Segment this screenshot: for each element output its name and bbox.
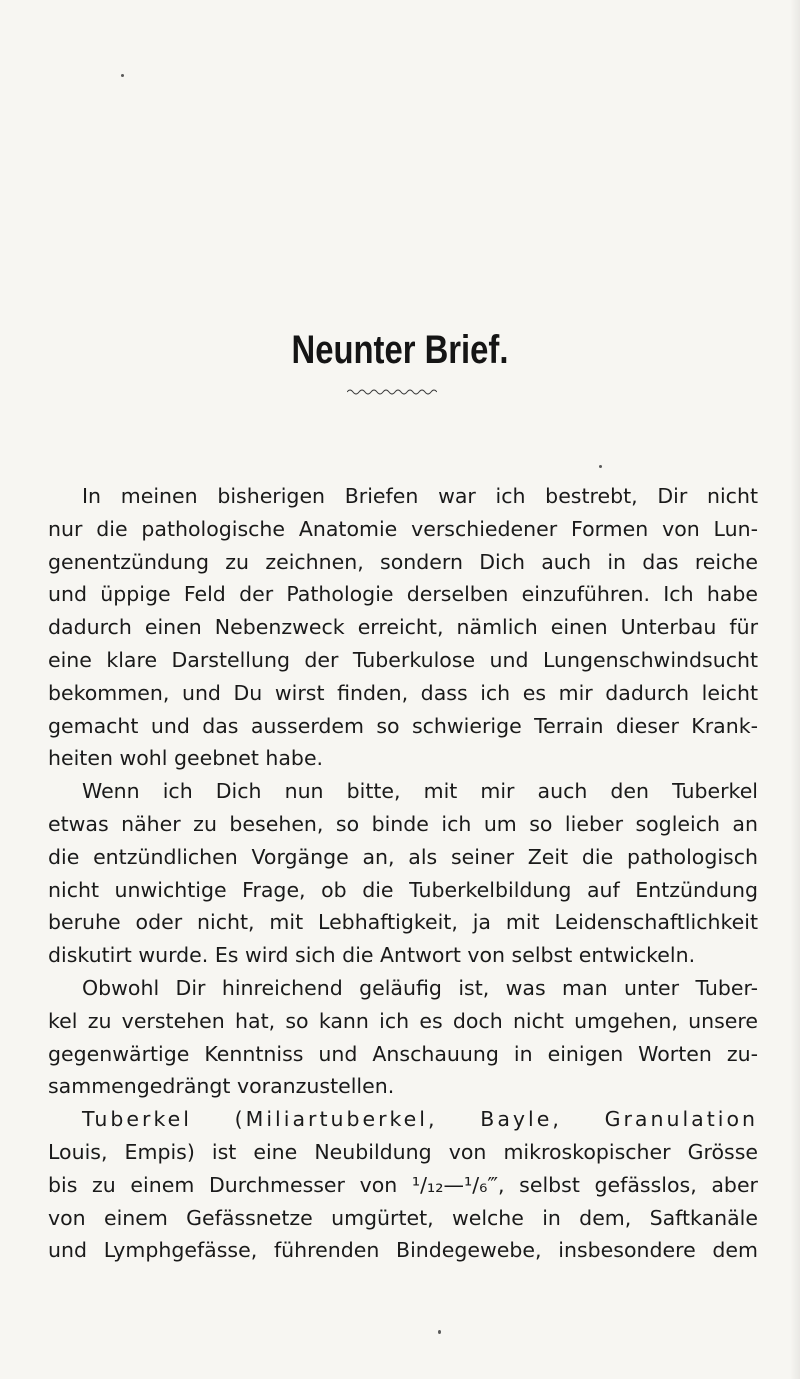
text-line: nicht unwichtige Frage, ob die Tuberkelbildung auf Entzündung [48,877,758,902]
text-line: sammengedrängt voranzustellen. [48,1074,395,1099]
text-line: heiten wohl geebnet habe. [48,746,324,771]
text-line: bekommen, und Du wirst finden, dass ich es mir dadurch leicht [48,680,758,705]
print-speck [121,74,124,77]
text-line: Louis, Empis) ist eine Neubildung von mikroskopischer Grösse [48,1139,758,1164]
print-speck [438,1330,441,1334]
text-line: diskutirt wurde. Es wird sich die Antwort von selbst entwickeln. [48,943,696,968]
text-line: Tuberkel (Miliartuberkel, Bayle, Granulation [82,1107,758,1132]
page-edge-shadow [790,0,800,1379]
text-line: eine klare Darstellung der Tuberkulose und Lungenschwindsucht [48,647,758,672]
text-line: und Lymphgefässe, führenden Bindegewebe, insbesondere dem [48,1238,758,1263]
text-line: gegenwärtige Kenntniss und Anschauung in einigen Worten zu- [48,1041,758,1066]
text-line: etwas näher zu besehen, so binde ich um so lieber sogleich an [48,811,758,836]
text-line: beruhe oder nicht, mit Lebhaftigkeit, ja mit Leidenschaftlichkeit [48,910,758,935]
body-text [48,480,758,1267]
text-line: von einem Gefässnetze umgürtet, welche in dem, Saftkanäle [48,1205,758,1230]
text-line: nur die pathologische Anatomie verschiedener Formen von Lun- [48,516,758,541]
text-line: kel zu verstehen hat, so kann ich es doch nicht umgehen, unsere [48,1008,758,1033]
text-line: bis zu einem Durchmesser von ¹/₁₂—¹/₆‴, selbst gefässlos, aber [48,1172,758,1197]
wavy-rule-ornament [347,388,437,396]
text-line: In meinen bisherigen Briefen war ich bestrebt, Dir nicht [82,484,758,508]
text-line: Wenn ich Dich nun bitte, mit mir auch den Tuberkel [82,779,758,804]
text-line: dadurch einen Nebenzweck erreicht, nämlich einen Unterbau für [48,615,758,640]
text-line: die entzündlichen Vorgänge an, als seiner Zeit die pathologisch [48,844,758,869]
print-speck [599,465,602,468]
chapter-title: Neunter Brief. [291,328,509,372]
text-line: und üppige Feld der Pathologie derselben einzuführen. Ich habe [48,582,758,607]
text-line: genentzündung zu zeichnen, sondern Dich auch in das reiche [48,549,758,574]
text-line: Obwohl Dir hinreichend geläufig ist, was man unter Tuber- [82,975,758,1000]
text-line: gemacht und das ausserdem so schwierige Terrain dieser Krank- [48,713,758,738]
